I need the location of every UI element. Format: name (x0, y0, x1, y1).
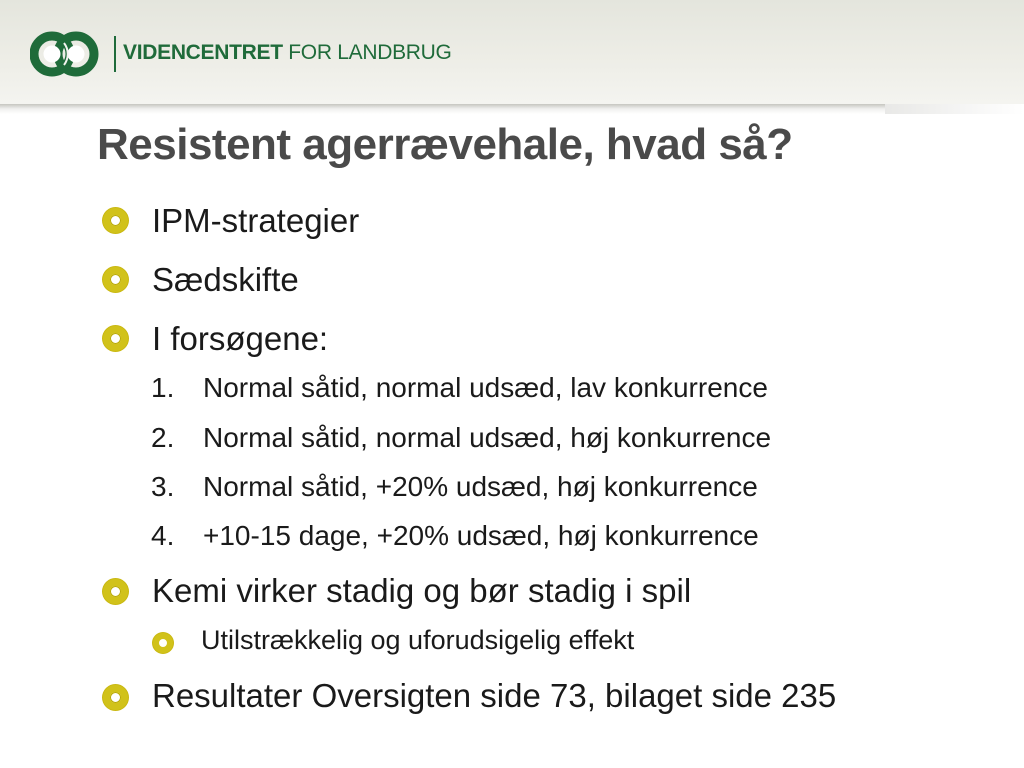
list-item-number: 2. (151, 422, 175, 453)
organization-name-bold: VIDENCENTRET (123, 41, 283, 64)
list-item: I forsøgene: (152, 320, 329, 357)
list-item: Resultater Oversigten side 73, bilaget side 235 (152, 677, 837, 714)
sub-list-item: Utilstrækkelig og uforudsigelig effekt (201, 625, 635, 655)
numbered-list-item: Normal såtid, normal udsæd, lav konkurrence (203, 372, 768, 403)
slide-title: Resistent agerrævehale, hvad så? (97, 120, 793, 169)
list-item: Sædskifte (152, 261, 299, 298)
bullet-icon (103, 267, 128, 292)
bullet-icon (103, 579, 128, 604)
numbered-list-item: +10-15 dage, +20% udsæd, høj konkurrence (203, 520, 759, 551)
list-item-number: 1. (151, 372, 175, 403)
sub-bullet-icon (153, 633, 173, 653)
list-item: IPM-strategier (152, 202, 360, 239)
bullet-icon (103, 685, 128, 710)
organization-name-regular: FOR LANDBRUG (282, 41, 452, 64)
numbered-list-item: Normal såtid, +20% udsæd, høj konkurrence (203, 471, 758, 502)
list-item: Kemi virker stadig og bør stadig i spil (152, 572, 692, 609)
list-item-number: 3. (151, 471, 175, 502)
list-item-number: 4. (151, 520, 175, 551)
numbered-list-item: Normal såtid, normal udsæd, høj konkurrence (203, 422, 772, 453)
bullet-icon (103, 326, 128, 351)
bullet-icon (103, 208, 128, 233)
